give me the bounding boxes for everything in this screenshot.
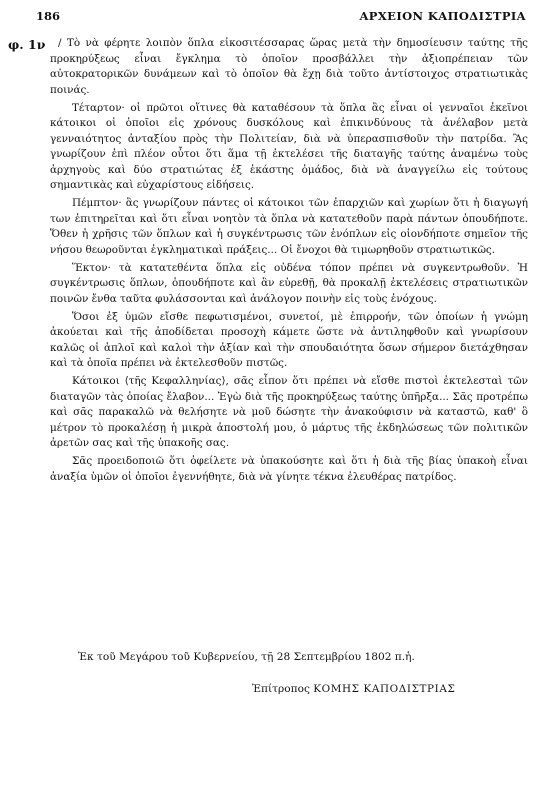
paragraph: Σᾶς προειδοποιῶ ὅτι ὀφείλετε νὰ ὑπακούσητε καὶ ὅτι ἡ διὰ τῆς βίας ὑπακοὴ εἶναι ἀναξία ὑμῶν οἱ ὁποῖοι ἐγεννήθητε, διὰ νὰ γίνητε τέκνα ἐλευθέρας πατρίδος. xyxy=(50,455,528,483)
folio-marker: φ. 1ν xyxy=(8,37,46,52)
paragraph: Κάτοικοι ⟨τῆς Κεφαλληνίας⟩, σᾶς εἶπον ὅτι πρέπει νὰ εἴσθε πιστοὶ ἐκτελεσταὶ τῶν διαταγῶν τὰς ὁποίας ἔλαβον... Ἐγὼ διὰ τῆς προκηρύξεως ταύτης ὑπῆρξα... Σᾶς προτρέπω καὶ σᾶς παρακαλῶ νὰ θελήσητε νὰ μοῦ δώσητε τὴν ἀνακούφισιν νὰ καταστῶ, καθ' ὃ μέτρον τὸ προκαλέσῃ ἡ μικρὰ ἀποστολή μου, ὁ μάρτυς τῆς ἐκδηλώσεως τῶν πολιτικῶν ἀρετῶν σας καὶ τῆς ὑπακοῆς σας. xyxy=(50,375,528,449)
dateline: Ἐκ τοῦ Μεγάρου τοῦ Κυβερνείου, τῇ 28 Σεπτεμβρίου 1802 π.ἡ. xyxy=(78,651,415,663)
paragraph: Τέταρτον· οἱ πρῶτοι οἵτινες θὰ καταθέσουν τὰ ὅπλα ἃς εἶναι οἱ γενναῖοι ἐκεῖνοι κάτοικοι οἱ ὁποῖοι εἰς χρόνους δυσκόλους καὶ ἐπικινδύνους τὰ ἀνέλαβον μετὰ γενναιότητος ἀνταξίου πρὸς τὴν Πολιτείαν, διὰ νὰ ὑπερασπισθοῦν τὴν πατρίδα. Ἂς γνωρίζουν ἐπὶ πλέον οὗτοι ὅτι ἅμα τῇ ἐκτελέσει τῆς διαταγῆς ταύτης ἀναμένω τοὺς ἀρχηγοὺς καὶ δύο στρατιώτας ἐξ ἑκάστης ὁμάδος, διὰ νὰ ἀναγγείλω εἰς τούτους σημαντικὰς καὶ εὐχαρίστους εἰδήσεις. xyxy=(50,101,528,191)
paragraph: Ὅσοι ἐξ ὑμῶν εἴσθε πεφωτισμένοι, συνετοί, μὲ ἐπιρροήν, τῶν ὁποίων ἡ γνώμη ἀκούεται καὶ τῆς ἀποδίδεται προσοχὴ κάμετε ὥστε νὰ ἀντιληφθοῦν καὶ γνωρίσουν καλῶς οἱ ἁπλοῖ καὶ καλοὶ τὴν ἀξίαν καὶ τὴν σπουδαιότητα ὅσων σήμερον διετάχθησαν καὶ τὰ ὁποῖα πρέπει νὰ ἐκτελεσθοῦν πιστῶς. xyxy=(50,310,528,369)
paragraph: Ἕκτον· τὰ κατατεθέντα ὅπλα εἰς οὐδένα τόπον πρέπει νὰ συγκεντρωθοῦν. Ἡ συγκέντρωσις ὅπλων, ὁπουδήποτε καὶ ἂν εὑρεθῇ, θὰ προκαλῇ ἐκτελέσεις στρατιωτικῶν ποινῶν ἔνθα ταῦτα φυλάσσονται καὶ ἀνάλογον ποινὴν εἰς τοὺς ἐνόχους. xyxy=(50,261,528,305)
running-head: ΑΡΧΕΙΟΝ ΚΑΠΟΔΙΣΤΡΙΑ xyxy=(359,9,526,23)
signature-title: Ἐπίτροπος xyxy=(252,683,310,695)
signature-name: ΚΟΜΗΣ ΚΑΠΟΔΙΣΤΡΙΑΣ xyxy=(313,683,456,695)
body-text xyxy=(50,36,528,488)
page-number: 186 xyxy=(36,9,61,23)
paragraph: Πέμπτον· ἃς γνωρίζουν πάντες οἱ κάτοικοι τῶν ἐπαρχιῶν καὶ χωρίων ὅτι ἡ διαγωγή των ἐπιτηρεῖται καὶ ὅτι εἶναι νοητὸν τὰ ὅπλα νὰ κατατεθοῦν παρὰ πάντων ὁπουδήποτε. Ὅθεν ἡ χρῆσις τῶν ὅπλων καὶ ἡ συγκέντρωσις τῶν ἐνόπλων εἰς οἱονδήποτε σημεῖον τῆς νήσου θεωροῦνται ἐγκληματικαὶ πράξεις... Οἱ ἔνοχοι θὰ τιμωρηθοῦν στρατιωτικῶς. xyxy=(50,197,528,256)
page-header xyxy=(36,9,526,25)
signature-block xyxy=(252,682,542,697)
paragraph: / Τὸ νὰ φέρητε λοιπὸν ὅπλα εἰκοσιτέσσαρας ὥρας μετὰ τὴν δημοσίευσιν ταύτης τῆς προκηρύξεως εἶναι ἔγκλημα τὸ ὁποῖον προσβάλλει τὴν ἀξιοπρέπειαν τῶν αὐτοκρατορικῶν δυνάμεων καὶ τὸ ὁποῖον θὰ ἔχῃ διὰ τοῦτο ἀντίστοιχος στρατιωτικὰς ποινάς. xyxy=(50,37,528,96)
